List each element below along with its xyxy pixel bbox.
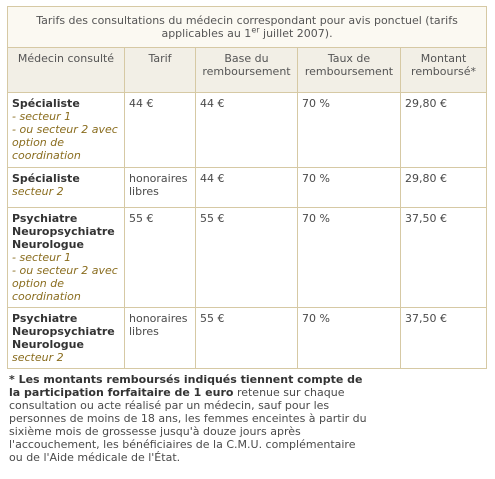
footnote-bold: * Les montants remboursés indiqués tiennent compte de la participation forfaitaire de 1 euro — [9, 373, 363, 399]
cell-medecin — [8, 93, 125, 168]
header-base: Base du remboursement — [196, 48, 298, 93]
cell-medecin — [8, 208, 125, 308]
table-row — [8, 308, 487, 369]
caption-superscript: er — [251, 25, 260, 35]
footnote-text: retenue sur chaque consultation ou acte réalisé par un médecin, sauf pour les personnes de moins de 18 ans, les femmes enceintes à partir du sixième mois de grossesse jusqu'à douze jours après l'accouchement, les bénéficiaires de la C.M.U. complémentaire ou de l'Aide médicale de l'État. — [9, 386, 367, 464]
table-row — [8, 208, 487, 308]
header-taux: Taux de remboursement — [298, 48, 401, 93]
cell-taux: 70 % — [298, 93, 401, 168]
header-row — [8, 48, 487, 93]
cell-montant: 37,50 € — [401, 308, 487, 369]
caption-text: Tarifs des consultations du médecin correspondant pour avis ponctuel (tarifs applicables au 1 — [36, 14, 458, 40]
cell-tarif: 55 € — [125, 208, 196, 308]
sector-label: secteur 2 — [12, 185, 64, 198]
category-label: Neurologue — [12, 338, 84, 351]
cell-taux: 70 % — [298, 308, 401, 369]
cell-base: 55 € — [196, 308, 298, 369]
cell-tarif: honoraires libres — [125, 168, 196, 208]
header-tarif: Tarif — [125, 48, 196, 93]
sector-label: - ou secteur 2 avec option de coordination — [12, 123, 118, 162]
category-label: Psychiatre — [12, 212, 78, 225]
caption-text-end: juillet 2007). — [259, 27, 333, 40]
category-label: Neuropsychiatre — [12, 325, 115, 338]
category-label: Spécialiste — [12, 172, 80, 185]
sector-label: - secteur 1 — [12, 251, 72, 264]
cell-taux: 70 % — [298, 168, 401, 208]
category-label: Psychiatre — [12, 312, 78, 325]
cell-taux: 70 % — [298, 208, 401, 308]
sector-label: secteur 2 — [12, 351, 64, 364]
cell-base: 44 € — [196, 168, 298, 208]
table-caption — [8, 7, 487, 48]
cell-base: 55 € — [196, 208, 298, 308]
cell-base: 44 € — [196, 93, 298, 168]
cell-montant: 29,80 € — [401, 168, 487, 208]
sector-label: - secteur 1 — [12, 110, 72, 123]
tarifs-table — [7, 6, 487, 369]
table-row — [8, 93, 487, 168]
cell-tarif: 44 € — [125, 93, 196, 168]
cell-tarif: honoraires libres — [125, 308, 196, 369]
category-label: Neurologue — [12, 238, 84, 251]
category-label: Neuropsychiatre — [12, 225, 115, 238]
table-row — [8, 168, 487, 208]
sector-label: - ou secteur 2 avec option de coordination — [12, 264, 118, 303]
footnote — [9, 373, 369, 464]
category-label: Spécialiste — [12, 97, 80, 110]
header-montant: Montant remboursé* — [401, 48, 487, 93]
cell-medecin — [8, 168, 125, 208]
header-medecin: Médecin consulté — [8, 48, 125, 93]
cell-montant: 37,50 € — [401, 208, 487, 308]
cell-medecin — [8, 308, 125, 369]
cell-montant: 29,80 € — [401, 93, 487, 168]
table-body — [8, 93, 487, 369]
